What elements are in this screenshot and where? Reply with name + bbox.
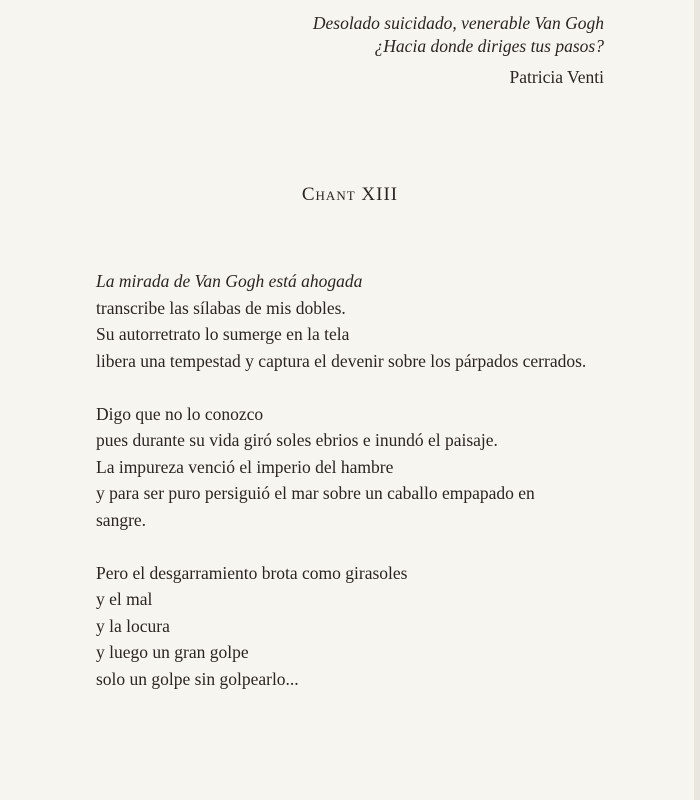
epigraph-line: ¿Hacia donde diriges tus pasos? [374,36,604,56]
epigraph-author: Patricia Venti [509,67,604,87]
poem-line: Digo que no lo conozco [96,403,264,424]
poem-line: libera una tempestad y captura el devenir sobre los párpados cerrados. [96,350,587,371]
stanza-1 [96,268,656,374]
poem-body [96,268,656,719]
poem-line: La mirada de Van Gogh está ahogada [96,271,363,291]
poem-line: Su autorretrato lo sumerge en la tela [96,324,350,344]
stanza-3 [96,560,656,693]
poem-line: y luego un gran golpe [96,642,249,662]
poem-line: y la locura [96,615,170,636]
poem-line: solo un golpe sin golpearlo... [96,668,299,689]
poem-title: Chant XIII [301,184,399,205]
poem-line: sangre. [96,509,147,530]
epigraph-line: Desolado suicidado, venerable Van Gogh [312,13,604,33]
poem-line: transcribe las sílabas de mis dobles. [96,297,346,318]
poem-line: pues durante su vida giró soles ebrios e inundó el paisaje. [96,430,498,450]
poem-line: y para ser puro persiguió el mar sobre un caballo empapado en [96,483,535,503]
poem-line: y el mal [96,589,153,609]
stanza-2 [96,401,656,534]
poem-line: La impureza venció el imperio del hambre [96,456,394,477]
poem-line: Pero el desgarramiento brota como girasoles [96,562,408,583]
page-edge-shadow [694,0,700,800]
epigraph [313,12,604,88]
